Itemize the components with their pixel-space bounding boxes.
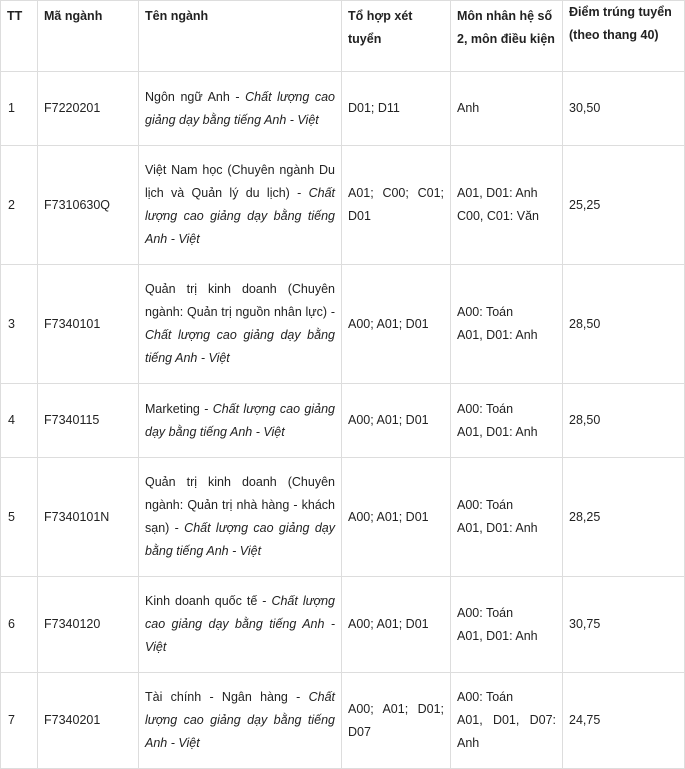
cell-mon-he-so	[451, 146, 563, 265]
cell-to-hop: A00; A01; D01	[342, 577, 451, 673]
cell-ma-nganh: F7310630Q	[38, 146, 139, 265]
cell-diem: 30,75	[563, 577, 685, 673]
header-tt: TT	[1, 1, 38, 72]
ten-nganh-text: Marketing -	[145, 401, 213, 416]
cell-ma-nganh: F7340101	[38, 265, 139, 384]
cell-ma-nganh: F7220201	[38, 72, 139, 146]
cell-ma-nganh: F7340120	[38, 577, 139, 673]
cell-ten-nganh	[139, 458, 342, 577]
cell-tt: 2	[1, 146, 38, 265]
cell-diem: 25,25	[563, 146, 685, 265]
ten-nganh-italic: Chất lượng cao giảng dạy bằng tiếng Anh - Việt	[145, 690, 335, 750]
mon-line: A01, D01: Anh	[457, 186, 538, 200]
mon-line: A00: Toán	[457, 401, 514, 416]
cell-ten-nganh	[139, 265, 342, 384]
cell-mon-he-so	[451, 72, 563, 146]
cell-to-hop: A00; A01; D01	[342, 384, 451, 458]
cell-diem: 28,50	[563, 265, 685, 384]
header-diem-line1: Điểm trúng tuyển	[569, 5, 672, 19]
cell-diem: 24,75	[563, 673, 685, 769]
table-row	[1, 146, 685, 265]
cell-to-hop: D01; D11	[342, 72, 451, 146]
header-ten-nganh: Tên ngành	[139, 1, 342, 72]
cell-mon-he-so	[451, 458, 563, 577]
ten-nganh-text: Kinh doanh quốc tế -	[145, 594, 272, 608]
cell-diem: 28,50	[563, 384, 685, 458]
header-mon-he-so: Môn nhân hệ số 2, môn điều kiện	[451, 1, 563, 72]
cell-tt: 1	[1, 72, 38, 146]
mon-line: A01, D01: Anh	[457, 628, 538, 643]
ten-nganh-text: Tài chính - Ngân hàng -	[145, 690, 309, 704]
mon-line: A00: Toán	[457, 498, 514, 512]
cell-ten-nganh	[139, 577, 342, 673]
ten-nganh-text: Quản trị kinh doanh (Chuyên ngành: Quản trị nhà hàng - khách sạn) -	[145, 475, 335, 535]
table-row	[1, 673, 685, 769]
table-row	[1, 577, 685, 673]
mon-line: A01, D01, D07: Anh	[457, 713, 556, 750]
cell-mon-he-so	[451, 673, 563, 769]
cell-to-hop: A00; A01; D01	[342, 458, 451, 577]
cell-tt: 7	[1, 673, 38, 769]
ten-nganh-italic: Chất lượng cao giảng dạy bằng tiếng Anh - Việt	[145, 401, 335, 439]
table-row	[1, 458, 685, 577]
header-diem-line2: (theo thang 40)	[569, 28, 659, 42]
cell-mon-he-so	[451, 577, 563, 673]
mon-line: A01, D01: Anh	[457, 521, 538, 535]
ten-nganh-italic: Chất lượng cao giảng dạy bằng tiếng Anh - Việt	[145, 186, 335, 246]
ten-nganh-text: Việt Nam học (Chuyên ngành Du lịch và Quản lý du lịch) -	[145, 163, 335, 200]
cell-tt: 4	[1, 384, 38, 458]
cell-ten-nganh	[139, 72, 342, 146]
cell-mon-he-so	[451, 265, 563, 384]
cell-diem: 28,25	[563, 458, 685, 577]
ten-nganh-text: Ngôn ngữ Anh -	[145, 89, 246, 104]
mon-line: A00: Toán	[457, 690, 514, 704]
cell-to-hop: A00; A01; D01; D07	[342, 673, 451, 769]
cell-ma-nganh: F7340201	[38, 673, 139, 769]
cell-tt: 6	[1, 577, 38, 673]
ten-nganh-italic: Chất lượng cao giảng dạy bằng tiếng Anh - Việt	[145, 594, 335, 654]
table-header-row	[1, 1, 685, 72]
mon-line: Anh	[457, 101, 480, 115]
ten-nganh-italic: Chất lượng cao giảng dạy bằng tiếng Anh - Việt	[145, 521, 335, 558]
cell-ten-nganh	[139, 146, 342, 265]
mon-line: A00: Toán	[457, 305, 514, 319]
ten-nganh-italic: Chất lượng cao giảng dạy bằng tiếng Anh - Việt	[145, 89, 335, 127]
cell-ten-nganh	[139, 384, 342, 458]
cell-ma-nganh: F7340101N	[38, 458, 139, 577]
cell-mon-he-so	[451, 384, 563, 458]
cell-tt: 3	[1, 265, 38, 384]
cell-ma-nganh: F7340115	[38, 384, 139, 458]
header-diem-trung-tuyen	[563, 1, 685, 72]
cell-to-hop: A01; C00; C01; D01	[342, 146, 451, 265]
mon-line: A01, D01: Anh	[457, 424, 538, 439]
table-row	[1, 265, 685, 384]
table-body	[1, 72, 685, 769]
header-to-hop: Tổ hợp xét tuyển	[342, 1, 451, 72]
ten-nganh-text: Quản trị kinh doanh (Chuyên ngành: Quản trị nguồn nhân lực) -	[145, 282, 335, 319]
table-row	[1, 384, 685, 458]
header-ma-nganh: Mã ngành	[38, 1, 139, 72]
mon-line: A00: Toán	[457, 605, 514, 620]
mon-line: A01, D01: Anh	[457, 328, 538, 342]
cell-tt: 5	[1, 458, 38, 577]
ten-nganh-italic: Chất lượng cao giảng dạy bằng tiếng Anh - Việt	[145, 328, 335, 365]
mon-line: C00, C01: Văn	[457, 209, 539, 223]
table-row	[1, 72, 685, 146]
cell-to-hop: A00; A01; D01	[342, 265, 451, 384]
cell-diem: 30,50	[563, 72, 685, 146]
cell-ten-nganh	[139, 673, 342, 769]
